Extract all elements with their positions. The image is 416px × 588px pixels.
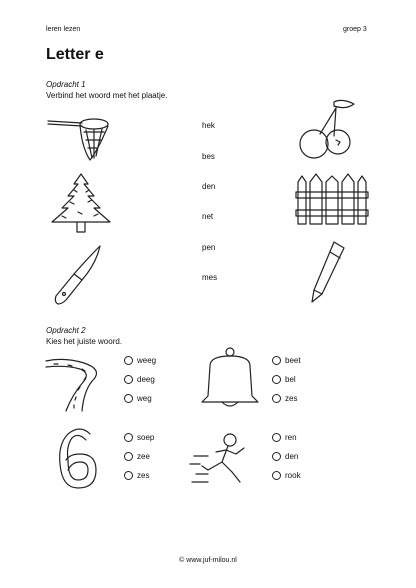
running-person-icon	[188, 428, 264, 490]
word-hek: hek	[202, 121, 215, 130]
task1-label: Opdracht 1	[46, 80, 86, 89]
berries-icon	[290, 98, 360, 162]
option-rook[interactable]	[272, 471, 301, 480]
task2-label: Opdracht 2	[46, 326, 86, 335]
option-weg[interactable]	[124, 394, 152, 403]
option-label: zes	[137, 471, 150, 480]
pine-tree-icon	[44, 172, 118, 234]
option-zes[interactable]	[124, 471, 149, 480]
word-pen: pen	[202, 243, 216, 252]
option-label: weg	[137, 394, 152, 403]
radio-circle[interactable]	[124, 394, 133, 403]
radio-circle[interactable]	[124, 452, 133, 461]
option-weeg[interactable]	[124, 356, 156, 365]
butterfly-net-icon	[46, 110, 114, 164]
bell-icon	[196, 346, 266, 410]
radio-circle[interactable]	[124, 375, 133, 384]
option-beet[interactable]	[272, 356, 301, 365]
option-soep[interactable]	[124, 433, 154, 442]
number-six-icon	[56, 426, 100, 490]
header-grade: groep 3	[343, 26, 367, 33]
page-title: Letter e	[46, 46, 104, 63]
option-label: zes	[285, 394, 298, 403]
fence-icon	[294, 172, 370, 228]
option-label: ren	[285, 433, 297, 442]
radio-circle[interactable]	[124, 356, 133, 365]
option-label: den	[285, 452, 299, 461]
option-label: beet	[285, 356, 301, 365]
option-deeg[interactable]	[124, 375, 155, 384]
option-label: rook	[285, 471, 301, 480]
radio-circle[interactable]	[124, 433, 133, 442]
radio-circle[interactable]	[272, 452, 281, 461]
header-subject: leren lezen	[46, 26, 81, 33]
radio-circle[interactable]	[272, 375, 281, 384]
option-label: weeg	[137, 356, 157, 365]
option-label: soep	[137, 433, 155, 442]
radio-circle[interactable]	[272, 471, 281, 480]
knife-icon	[52, 244, 104, 310]
radio-circle[interactable]	[272, 356, 281, 365]
option-label: zee	[137, 452, 150, 461]
radio-circle[interactable]	[272, 394, 281, 403]
radio-circle[interactable]	[272, 433, 281, 442]
option-ren[interactable]	[272, 433, 297, 442]
option-zee[interactable]	[124, 452, 150, 461]
pen-icon	[306, 240, 346, 308]
option-zes-bell[interactable]	[272, 394, 297, 403]
word-den: den	[202, 182, 216, 191]
word-net: net	[202, 212, 214, 221]
word-bes: bes	[202, 152, 215, 161]
option-label: bel	[285, 375, 296, 384]
radio-circle[interactable]	[124, 471, 133, 480]
option-den[interactable]	[272, 452, 298, 461]
option-label: deeg	[137, 375, 155, 384]
task1-instruction: Verbind het woord met het plaatje.	[46, 91, 168, 100]
footer-copyright: © www.juf-milou.nl	[179, 557, 237, 564]
option-bel[interactable]	[272, 375, 296, 384]
road-icon	[44, 355, 108, 413]
word-mes: mes	[202, 273, 218, 282]
task2-instruction: Kies het juiste woord.	[46, 337, 123, 346]
